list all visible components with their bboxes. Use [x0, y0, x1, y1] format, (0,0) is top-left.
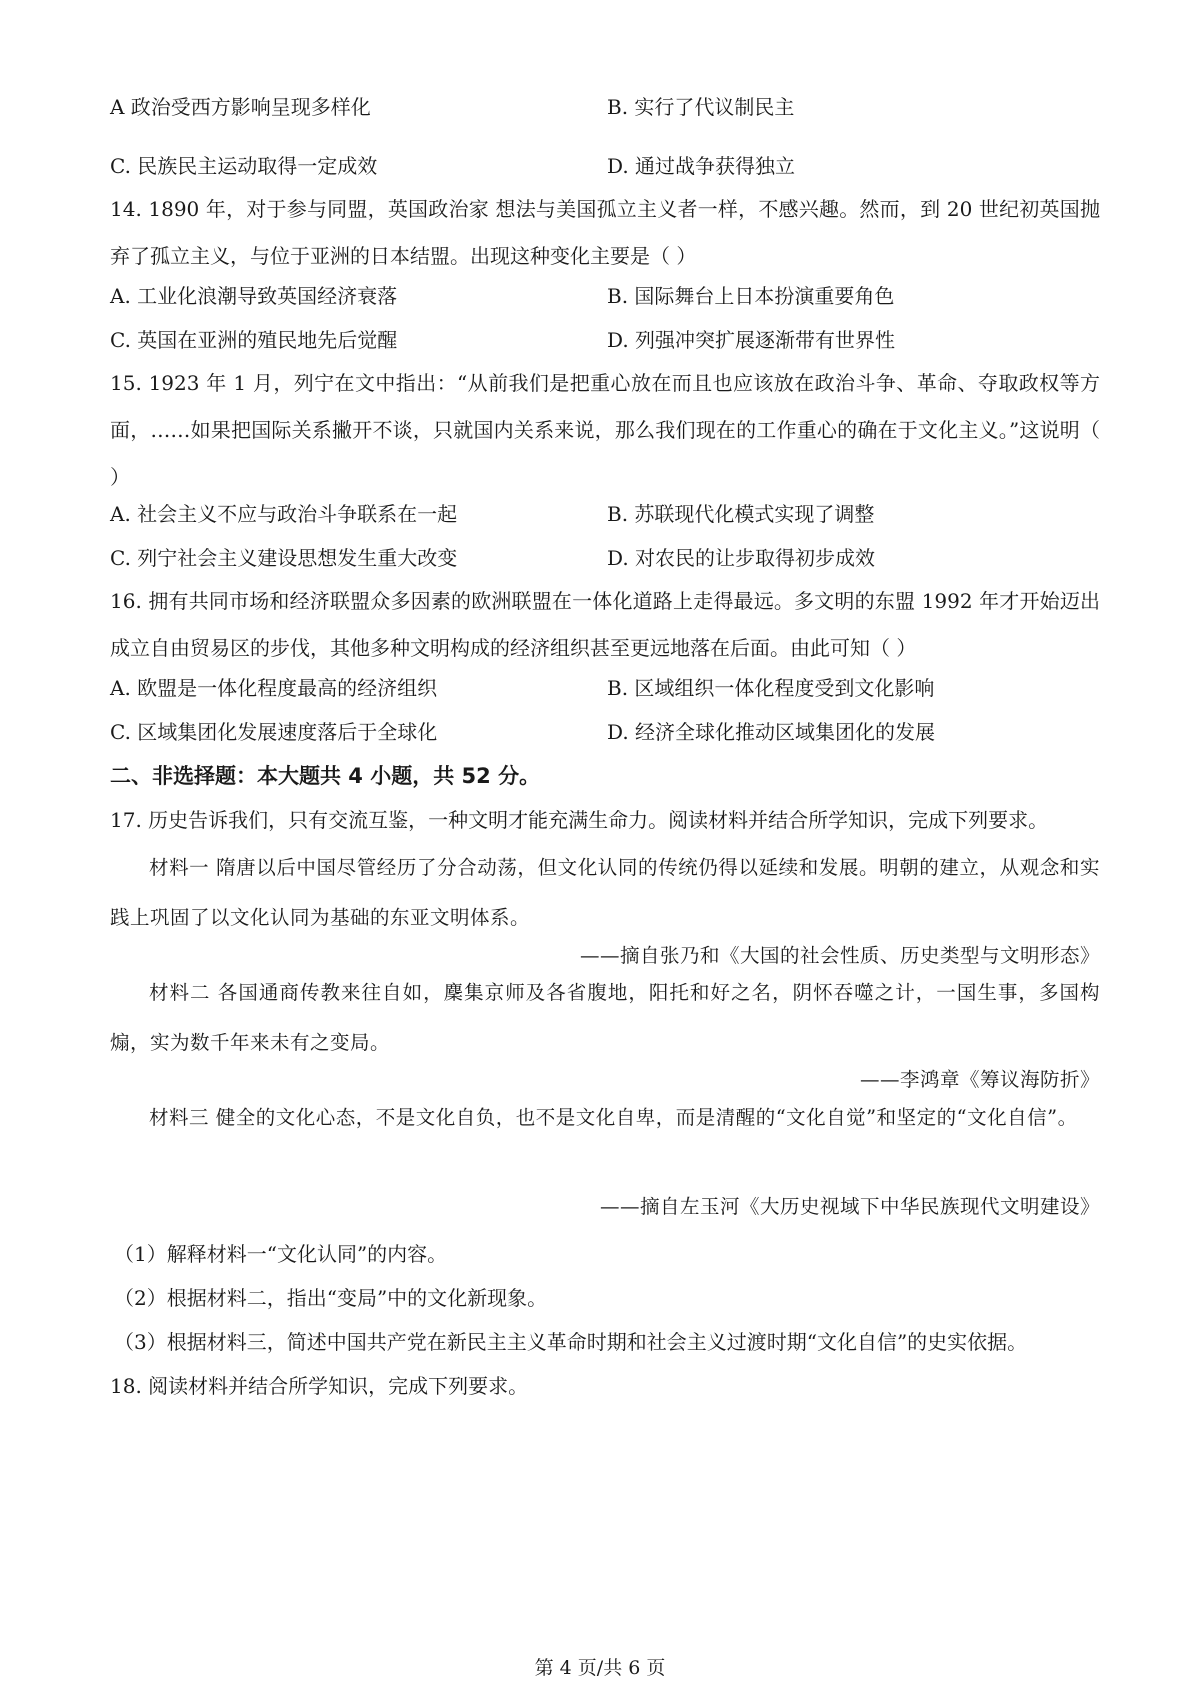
page-number: 第 4 页/共 6 页: [534, 1657, 666, 1679]
q14-option-b: B. 国际舞台上日本扮演重要角色: [607, 284, 895, 308]
q15-option-b: B. 苏联现代化模式实现了调整: [607, 502, 875, 526]
q16-option-a: A. 欧盟是一体化程度最高的经济组织: [110, 676, 438, 700]
q17-source-3: ——摘自左玉河《大历史视域下中华民族现代文明建设》: [599, 1195, 1100, 1218]
q16-option-d: D. 经济全球化推动区域集团化的发展: [607, 720, 936, 744]
q15-option-d: D. 对农民的让步取得初步成效: [607, 546, 876, 570]
q14-option-a: A. 工业化浪潮导致英国经济衰落: [110, 284, 398, 308]
q15-option-a: A. 社会主义不应与政治斗争联系在一起: [110, 502, 458, 526]
q14-option-d: D. 列强冲突扩展逐渐带有世界性: [607, 328, 896, 352]
q13-option-c: C. 民族民主运动取得一定成效: [110, 154, 378, 178]
q15-option-c: C. 列宁社会主义建设思想发生重大改变: [110, 546, 458, 570]
q16-option-b: B. 区域组织一体化程度受到文化影响: [607, 676, 935, 700]
q17-material-2: 材料二 各国通商传教来往自如，麇集京师及各省腹地，阳托和好之名，阴怀吞噬之计，一国生事，多国构煽，实为数千年来未有之变局。: [110, 981, 1100, 1054]
q16-option-c: C. 区域集团化发展速度落后于全球化: [110, 720, 438, 744]
q13-option-a: A 政治受西方影响呈现多样化: [110, 95, 371, 119]
q17-source-2: ——李鸿章《筹议海防折》: [859, 1068, 1100, 1091]
q17-material-1: 材料一 隋唐以后中国尽管经历了分合动荡，但文化认同的传统仍得以延续和发展。明朝的建立，从观念和实践上巩固了以文化认同为基础的东亚文明体系。: [110, 856, 1100, 929]
q13-option-b: B. 实行了代议制民主: [607, 95, 795, 119]
q17-subquestion-3: （3）根据材料三，简述中国共产党在新民主主义革命时期和社会主义过渡时期“文化自信”的史实依据。: [114, 1330, 1028, 1354]
q15-stem: 15. 1923 年 1 月，列宁在文中指出：“从前我们是把重心放在而且也应该放在政治斗争、革命、夺取政权等方面，……如果把国际关系撇开不谈，只就国内关系来说，那么我们现在的工作重心的确在于文化主义。”这说明（ ）: [110, 371, 1100, 489]
q13-option-d: D. 通过战争获得独立: [607, 154, 796, 178]
q17-subquestion-2: （2）根据材料二，指出“变局”中的文化新现象。: [114, 1286, 548, 1310]
q14-option-c: C. 英国在亚洲的殖民地先后觉醒: [110, 328, 398, 352]
q16-stem: 16. 拥有共同市场和经济联盟众多因素的欧洲联盟在一体化道路上走得最远。多文明的东盟 1992 年才开始迈出成立自由贸易区的步伐，其他多种文明构成的经济组织甚至更远地落在后面。由此可知（ ）: [110, 589, 1100, 660]
q14-stem: 14. 1890 年，对于参与同盟，英国政治家 想法与美国孤立主义者一样，不感兴趣。然而，到 20 世纪初英国抛弃了孤立主义，与位于亚洲的日本结盟。出现这种变化主要是（ ）: [110, 197, 1100, 268]
q17-source-1: ——摘自张乃和《大国的社会性质、历史类型与文明形态》: [579, 944, 1100, 967]
q17-material-3: 材料三 健全的文化心态，不是文化自负，也不是文化自卑，而是清醒的“文化自觉”和坚定的“文化自信”。: [149, 1106, 1078, 1129]
q17-stem: 17. 历史告诉我们，只有交流互鉴，一种文明才能充满生命力。阅读材料并结合所学知识，完成下列要求。: [110, 808, 1049, 832]
q17-subquestion-1: （1）解释材料一“文化认同”的内容。: [114, 1242, 448, 1266]
q18-stem: 18. 阅读材料并结合所学知识，完成下列要求。: [110, 1374, 529, 1398]
section-title: 二、非选择题：本大题共 4 小题，共 52 分。: [110, 764, 541, 788]
